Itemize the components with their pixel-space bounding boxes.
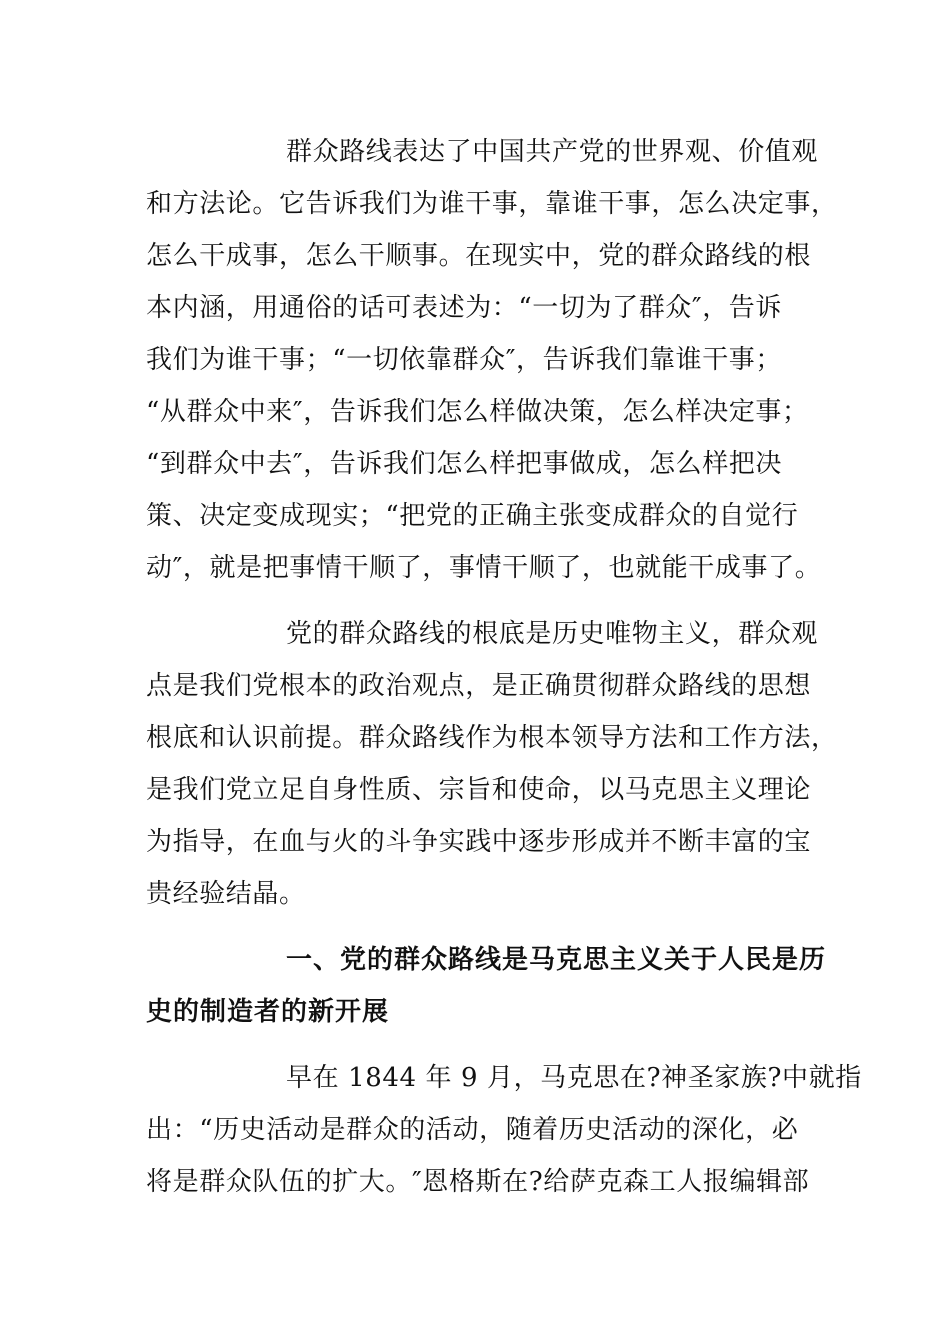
- paragraph-1-line-6: “从群众中来″，告诉我们怎么样做决策，怎么样决定事；: [146, 397, 809, 427]
- paragraph-2-line-6: 贵经验结晶。: [146, 879, 306, 909]
- paragraph-2-line-5: 为指导，在血与火的斗争实践中逐步形成并不断丰富的宝: [146, 827, 812, 857]
- paragraph-3-line-3: 将是群众队伍的扩大。″恩格斯在?给萨克森工人报编辑部: [146, 1167, 810, 1197]
- section-heading-line-2: 史的制造者的新开展: [146, 997, 390, 1027]
- paragraph-3-line-2: 出：“历史活动是群众的活动，随着历史活动的深化，必: [146, 1115, 799, 1145]
- paragraph-2-line-2: 点是我们党根本的政治观点，是正确贯彻群众路线的思想: [146, 671, 812, 701]
- paragraph-2-line-3: 根底和认识前提。群众路线作为根本领导方法和工作方法，: [146, 723, 838, 753]
- paragraph-1-line-3: 怎么干成事，怎么干顺事。在现实中，党的群众路线的根: [146, 241, 812, 271]
- paragraph-2-line-1: 党的群众路线的根底是历史唯物主义，群众观: [286, 619, 819, 649]
- paragraph-3-line-1: 早在 1844 年 9 月，马克思在?神圣家族?中就指: [286, 1063, 862, 1093]
- paragraph-2-line-4: 是我们党立足自身性质、宗旨和使命，以马克思主义理论: [146, 775, 812, 805]
- paragraph-1-line-2: 和方法论。它告诉我们为谁干事，靠谁干事，怎么决定事，: [146, 189, 838, 219]
- section-heading-line-1: 一、党的群众路线是马克思主义关于人民是历: [286, 945, 827, 975]
- paragraph-1-line-1: 群众路线表达了中国共产党的世界观、价值观: [286, 137, 819, 167]
- paragraph-1-line-5: 我们为谁干事；“一切依靠群众″，告诉我们靠谁干事；: [146, 345, 783, 375]
- paragraph-1-line-8: 策、决定变成现实；“把党的正确主张变成群众的自觉行: [146, 501, 799, 531]
- paragraph-1-line-4: 本内涵，用通俗的话可表述为：“一切为了群众″，告诉: [146, 293, 783, 323]
- paragraph-1-line-9: 动″，就是把事情干顺了，事情干顺了，也就能干成事了。: [146, 553, 822, 583]
- paragraph-1-line-7: “到群众中去″，告诉我们怎么样把事做成，怎么样把决: [146, 449, 783, 479]
